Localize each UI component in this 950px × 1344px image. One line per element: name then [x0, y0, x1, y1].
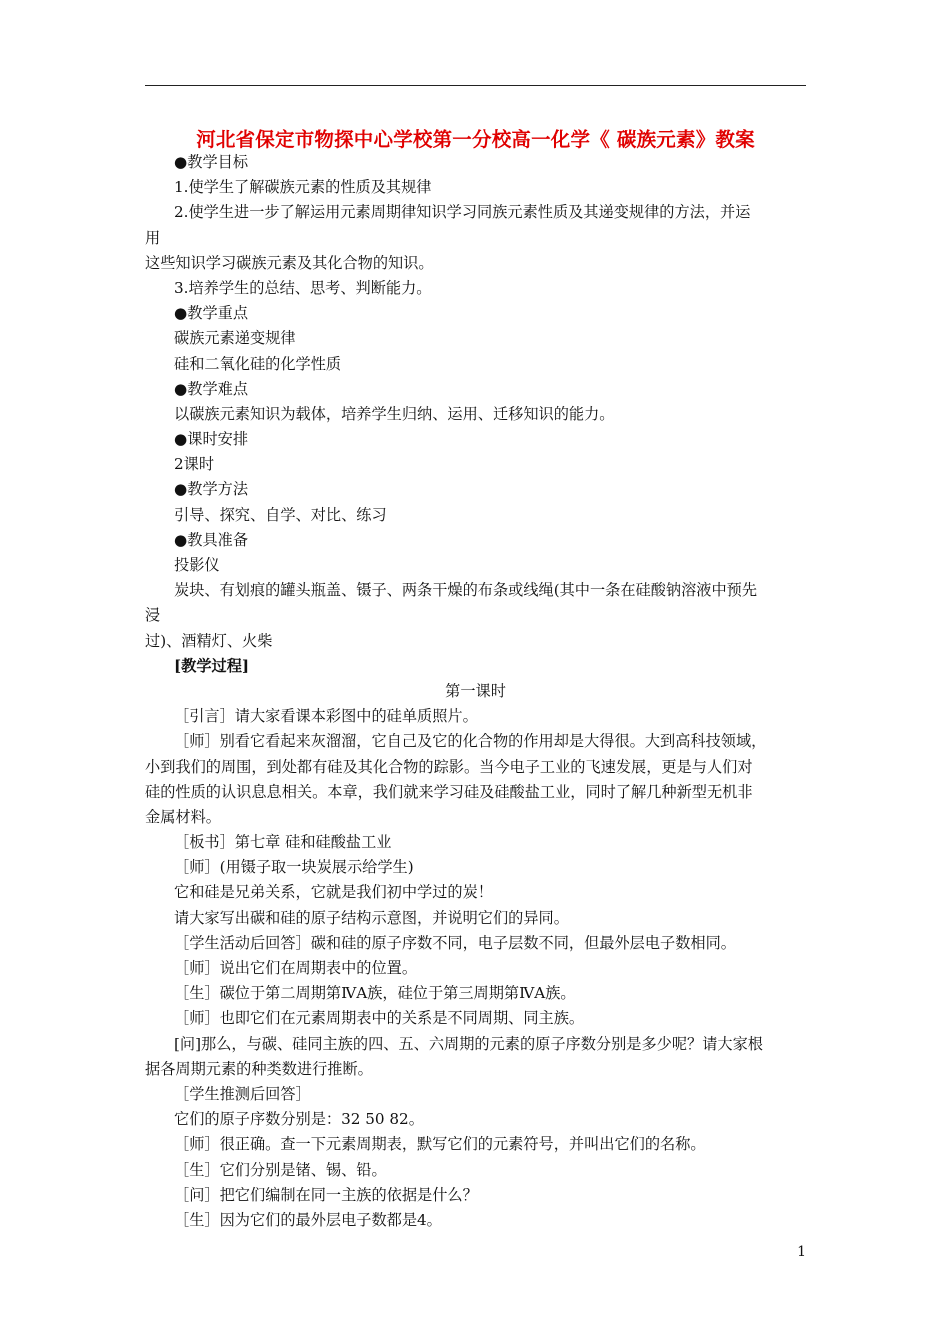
document-body: [145, 150, 806, 1233]
paragraph-line: 2课时: [174, 455, 215, 474]
heading-teaching-process: [教学过程]: [174, 656, 250, 675]
header-rule: [145, 85, 806, 86]
paragraph-line: 引导、探究、自学、对比、练习: [174, 505, 387, 524]
paragraph-line: ［学生推测后回答］: [174, 1084, 311, 1103]
paragraph-line: 请大家写出碳和硅的原子结构示意图，并说明它们的异同。: [174, 908, 569, 927]
paragraph-line: 炭块、有划痕的罐头瓶盖、镊子、两条干燥的布条或线绳(其中一条在硅酸钠溶液中预先: [174, 581, 758, 600]
heading-objectives: ●教学目标: [174, 153, 249, 171]
paragraph-line: 据各周期元素的种类数进行推断。: [145, 1059, 373, 1078]
paragraph-line: ［师］说出它们在周期表中的位置。: [174, 959, 417, 977]
paragraph-line: ［引言］请大家看课本彩图中的硅单质照片。: [174, 707, 478, 726]
paragraph-line: ［师］(用镊子取一块炭展示给学生): [174, 858, 414, 877]
paragraph-line: ［师］也即它们在元素周期表中的关系是不同周期、同主族。: [174, 1009, 585, 1028]
paragraph-line: ［问］把它们编制在同一主族的依据是什么？: [174, 1185, 478, 1204]
paragraph-line: ［师］别看它看起来灰溜溜，它自己及它的化合物的作用却是大得很。大到高科技领域，: [174, 732, 767, 751]
heading-key-points: ●教学重点: [174, 304, 249, 323]
paragraph-line: 它们的原子序数分别是：32 50 82。: [174, 1110, 424, 1129]
paragraph-line: 它和硅是兄弟关系，它就是我们初中学过的炭！: [174, 883, 493, 902]
paragraph-line: 过)、酒精灯、火柴: [145, 631, 273, 650]
heading-methods: ●教学方法: [174, 480, 249, 499]
paragraph-line: ［生］因为它们的最外层电子数都是4。: [174, 1210, 442, 1229]
paragraph-line: ［生］它们分别是锗、锡、铅。: [174, 1160, 387, 1179]
paragraph-line: [问]那么，与碳、硅同主族的四、五、六周期的元素的原子序数分别是多少呢？请大家根: [174, 1034, 763, 1053]
paragraph-line: 硅的性质的认识息息相关。本章，我们就来学习硅及硅酸盐工业，同时了解几种新型无机非: [145, 782, 753, 801]
paragraph-line: 碳族元素递变规律: [174, 329, 296, 348]
paragraph-line: 以碳族元素知识为载体，培养学生归纳、运用、迁移知识的能力。: [174, 404, 615, 423]
heading-difficulties: ●教学难点: [174, 379, 249, 398]
paragraph-line: 3.培养学生的总结、思考、判断能力。: [174, 278, 432, 297]
paragraph-line: 2.使学生进一步了解运用元素周期律知识学习同族元素性质及其递变规律的方法，并运: [174, 203, 751, 222]
page-number: 1: [797, 1244, 806, 1260]
paragraph-line: 浸: [145, 606, 161, 625]
document-title: 河北省保定市物探中心学校第一分校高一化学《 碳族元素》教案: [196, 128, 755, 151]
paragraph-line: ［板书］第七章 硅和硅酸盐工业: [174, 833, 392, 852]
paragraph-line: 用: [145, 228, 161, 247]
paragraph-line: 1.使学生了解碳族元素的性质及其规律: [174, 178, 432, 197]
paragraph-line: ［生］碳位于第二周期第ⅣA族，硅位于第三周期第ⅣA族。: [174, 984, 576, 1003]
paragraph-line: 金属材料。: [145, 807, 221, 826]
paragraph-line: 这些知识学习碳族元素及其化合物的知识。: [145, 253, 434, 272]
heading-materials: ●教具准备: [174, 530, 249, 549]
paragraph-line: 硅和二氧化硅的化学性质: [174, 354, 342, 373]
paragraph-line: ［师］很正确。查一下元素周期表，默写它们的元素符号，并叫出它们的名称。: [174, 1135, 706, 1154]
section-title-first-lesson: 第一课时: [445, 681, 506, 700]
paragraph-line: 投影仪: [174, 556, 220, 574]
paragraph-line: ［学生活动后回答］碳和硅的原子序数不同，电子层数不同，但最外层电子数相同。: [174, 933, 736, 952]
heading-schedule: ●课时安排: [174, 430, 249, 449]
paragraph-line: 小到我们的周围，到处都有硅及其化合物的踪影。当今电子工业的飞速发展，更是与人们对: [145, 757, 753, 776]
